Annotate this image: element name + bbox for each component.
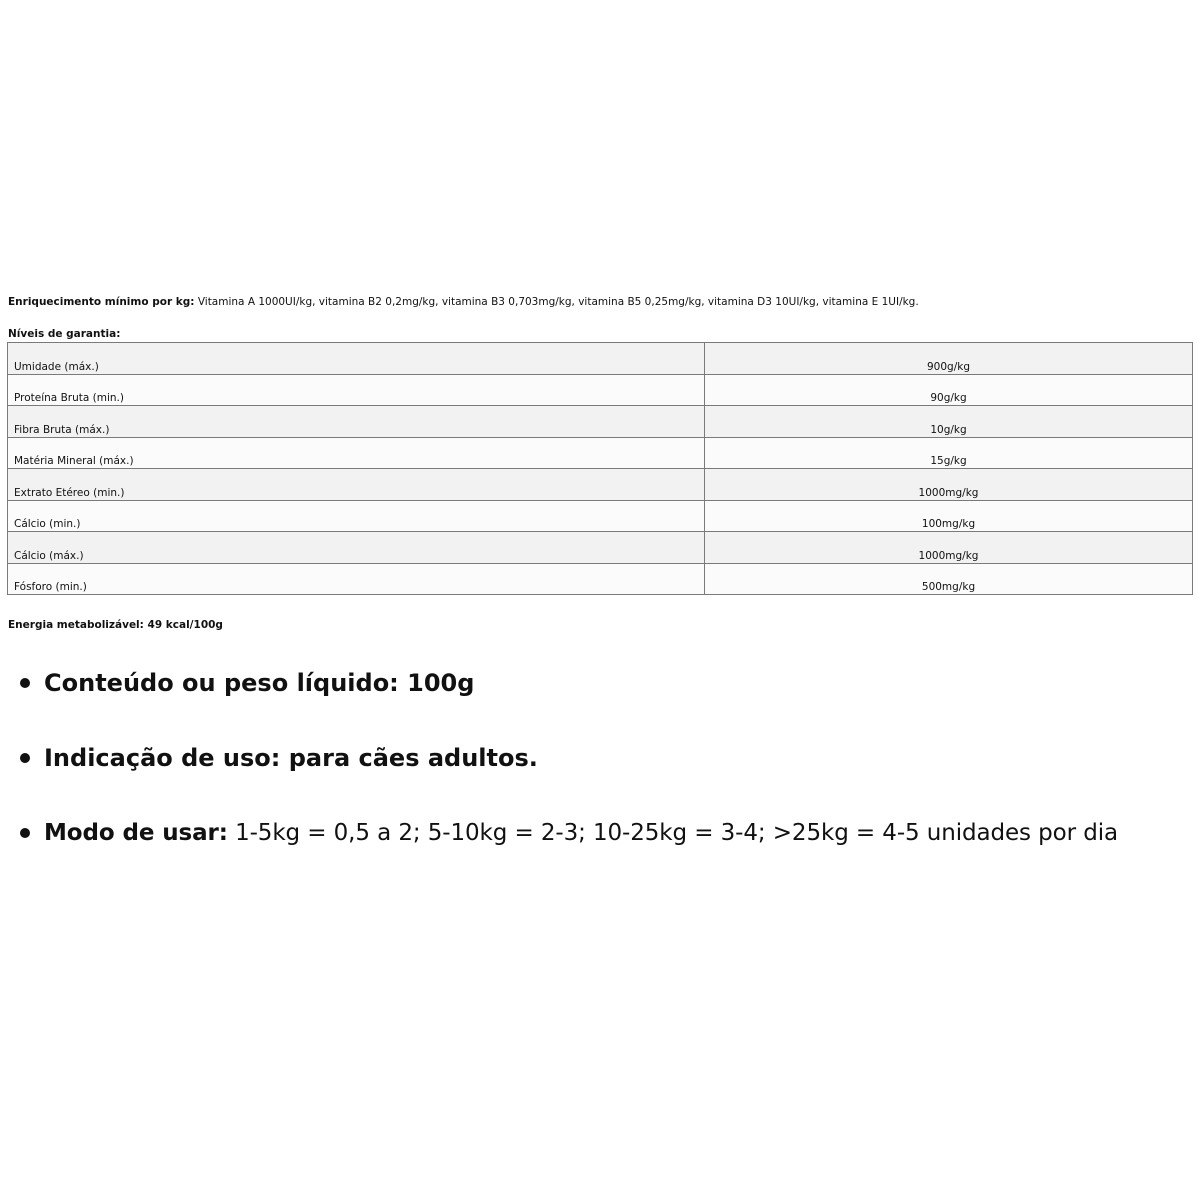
enrichment-label: Enriquecimento mínimo por kg: [8,296,195,308]
nutrient-name: Umidade (máx.) [8,343,705,375]
nutrient-value: 15g/kg [705,437,1193,469]
table-row [8,563,1193,595]
nutrient-name: Fósforo (min.) [8,563,705,595]
nutrient-name: Proteína Bruta (min.) [8,374,705,406]
nutrient-value: 500mg/kg [705,563,1193,595]
list-item-directions [18,815,1198,890]
table-row [8,406,1193,438]
nutrient-value: 10g/kg [705,406,1193,438]
guarantee-levels-table [7,342,1193,595]
list-item-usage-indication [18,740,1198,815]
nutrient-value: 900g/kg [705,343,1193,375]
table-row [8,500,1193,532]
guarantee-levels-heading: Níveis de garantia: [8,328,121,340]
nutrient-value: 1000mg/kg [705,469,1193,501]
enrichment-text: Vitamina A 1000UI/kg, vitamina B2 0,2mg/kg, vitamina B3 0,703mg/kg, vitamina B5 0,25mg/kg, vitamina D3 10UI/kg, vitamina E 1UI/kg. [194,296,919,308]
directions-label: Modo de usar: [44,820,228,846]
bullet-icon [20,753,30,763]
table-row [8,532,1193,564]
product-info-list [18,665,1198,890]
bullet-icon [20,678,30,688]
nutrient-value: 100mg/kg [705,500,1193,532]
nutrient-name: Matéria Mineral (máx.) [8,437,705,469]
nutrient-name: Cálcio (máx.) [8,532,705,564]
enrichment-line [8,295,919,309]
bullet-icon [20,828,30,838]
net-content-text: Conteúdo ou peso líquido: 100g [44,669,475,697]
nutrient-value: 1000mg/kg [705,532,1193,564]
table-row [8,469,1193,501]
nutrient-value: 90g/kg [705,374,1193,406]
nutrient-name: Fibra Bruta (máx.) [8,406,705,438]
list-item-net-content [18,665,1198,740]
table-row [8,437,1193,469]
nutrient-name: Extrato Etéreo (min.) [8,469,705,501]
table-row [8,343,1193,375]
usage-indication-text: Indicação de uso: para cães adultos. [44,744,538,772]
table-row [8,374,1193,406]
nutrient-name: Cálcio (min.) [8,500,705,532]
metabolizable-energy: Energia metabolizável: 49 kcal/100g [8,619,223,631]
directions-text: 1-5kg = 0,5 a 2; 5-10kg = 2-3; 10-25kg = 3-4; >25kg = 4-5 unidades por dia [227,820,1118,846]
